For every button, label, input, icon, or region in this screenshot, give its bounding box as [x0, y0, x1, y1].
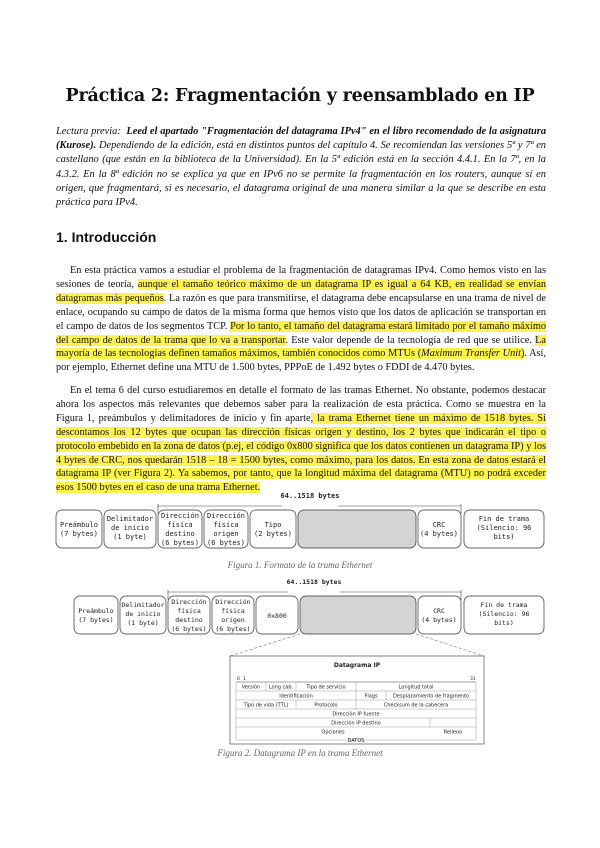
fig1-sfd-l3: (1 byte) [113, 533, 147, 541]
p1-highlight-1: aunque el tamaño teórico máximo de un datagrama IP es igual a 64 KB, en realidad se envían datagramas más pequeños [56, 278, 546, 304]
ip-field-dst: Dirección IP destino [331, 720, 381, 727]
fig1-end-l2: (Silencio: 96 [476, 524, 532, 532]
fig1-sfd-l1: Delimitador [106, 515, 154, 523]
fig2-end-l2: (Silencio: 96 [478, 610, 530, 618]
ip-bit-start: 0 [237, 677, 240, 682]
fig2-crc [418, 596, 461, 634]
p1-text-3: . Este valor depende de la tecnología de red que se utilice. [285, 334, 536, 346]
ip-field-options: Opciones [321, 729, 345, 736]
fig1-src-l2: física [213, 521, 239, 529]
figure-1-caption: Figura 1. Formato de la trama Ethernet [227, 560, 373, 570]
fig2-data [300, 596, 416, 634]
fig2-preamble [74, 596, 118, 634]
fig2-src-l3: origen [221, 616, 245, 624]
fig2-src-l2: física [221, 607, 245, 615]
p1-text-1: En esta práctica vamos a estudiar el problema de la fragmentación de datagramas IPv4. Como hemos visto en las sesiones de teoría, [56, 265, 546, 290]
figure-2-ip-in-ethernet [0, 578, 600, 746]
fig1-crc-l2: (4 bytes) [420, 530, 458, 538]
fig1-dst-l4: (6 bytes) [161, 539, 199, 547]
ip-field-identification: Identificación [279, 693, 313, 700]
fig1-preamble-l1: Preámbulo [60, 521, 98, 529]
fig2-dst-l2: física [177, 607, 201, 615]
paragraph-1 [56, 264, 546, 375]
ip-field-flags: Flags [364, 693, 378, 700]
fig1-src-l4: (6 bytes) [207, 539, 245, 547]
ip-field-ttl: Tipo de vida (TTL) [243, 702, 289, 709]
fig1-crc-l1: CRC [432, 521, 446, 529]
fig1-type-l1: Tipo [264, 521, 282, 529]
ip-field-version: Versión [241, 684, 261, 691]
fig2-preamble-l2: (7 bytes) [78, 616, 114, 624]
section-heading: 1. Introducción [56, 229, 157, 245]
ip-field-data: DATOS [347, 738, 365, 744]
fig2-dst-l4: (6 bytes) [171, 625, 207, 633]
p1-highlight-3b: Maximum Transfer Unit [421, 348, 521, 360]
fig2-span-label: 64..1518 bytes [286, 578, 342, 586]
fig2-src-l4: (6 bytes) [215, 625, 251, 633]
fig1-src-l1: Dirección [207, 512, 245, 520]
p1-text-2: . La razón es que para transmitirse, el datagrama debe encapsularse en una trama de nivel de enlace, ocupando su campo de datos de la misma forma que hemos visto que los datos de aplicación se transportan en el campo de datos de los segmentos TCP. [56, 292, 546, 332]
fig2-crc-l2: (4 bytes) [421, 616, 457, 624]
fig1-src-l3: origen [213, 530, 239, 538]
page-title: Práctica 2: Fragmentación y reensamblado en IP [65, 86, 535, 106]
p1-text-4: . Así, por ejemplo, Ethernet define una MTU de 1.500 bytes, PPPoE de 1.492 bytes o FDDI de 4.470 bytes. [56, 348, 546, 374]
fig1-end-l1: Fin de trama [478, 515, 530, 523]
fig2-end-l1: Fin de trama [480, 601, 528, 609]
abstract [56, 125, 546, 210]
fig2-type-value: 0x800 [267, 612, 287, 620]
fig1-sfd-l2: de inicio [111, 524, 149, 532]
fig2-preamble-l1: Preámbulo [78, 607, 114, 615]
fig1-type-l2: (2 bytes) [254, 530, 292, 538]
fig1-preamble-l2: (7 bytes) [60, 530, 98, 538]
ip-field-ihl: Long cab. [268, 684, 294, 691]
fig2-crc-l1: CRC [433, 607, 445, 615]
fig2-end-l3: bits) [494, 619, 514, 627]
ip-field-offset: Desplazamiento de fragmento [393, 693, 469, 700]
fig2-dst-l3: destino [175, 616, 203, 624]
figure-1-ethernet-frame [0, 492, 600, 564]
p1-highlight-3c: ) [520, 348, 525, 360]
abstract-lead-label: Lectura previa: [56, 126, 121, 137]
fig1-dst-l1: Dirección [161, 512, 199, 520]
abstract-rest: Dependiendo de la edición, está en distintos puntos del capítulo 4. Se recomiendan las versiones 5ª y 7ª en castellano (que están en la biblioteca de la Universidad). En la 5ª edición está en la sección 4.4.1. En la 7ª, en la 4.3.2. En la 8ª edición no se explica ya que en IPv6 no se permite la fragmentación en los routers, aunque sí en origen, que fragmentará, si es necesario, el datagrama original de una manera similar a la que se describe en esta práctica para IPv4. [56, 140, 546, 209]
fig1-crc [418, 510, 461, 548]
fig2-dst-l1: Dirección [171, 598, 207, 606]
fig1-span-label: 64..1518 bytes [280, 492, 340, 500]
ip-field-total-length: Longitud total [398, 684, 434, 691]
fig2-sfd-l2: de inicio [125, 610, 161, 618]
fig1-preamble [56, 510, 102, 548]
ip-field-tos: Tipo de servicio [306, 684, 346, 691]
fig1-data [298, 510, 416, 548]
p2-highlight-1: , la trama Ethernet tiene un máximo de 1518 bytes. Si descontamos los 12 bytes que ocupan las dirección físicas origen y destino, los 2 bytes que indicarán el tipo o protocolo embebido en la zona de datos (p.ej, el código 0x800 significa que los datos contienen un datagrama IP) y los 4 bytes de CRC, nos quedarán 1518 – 18 = 1500 bytes, como máximo, para los datos. En esta zona de datos estará el datagrama IP (ver Figura 2). Ya sabemos, por tanto, que la longitud máxima del datagrama (MTU) no podrá exceder esos 1500 bytes en el caso de una trama Ethernet. [56, 412, 547, 494]
paragraph-2 [56, 384, 546, 495]
fig1-end-l3: bits) [493, 533, 515, 541]
p1-highlight-3a: La mayoría de las tecnologías definen tamaños máximos, también conocidos como MTUs ( [56, 334, 546, 360]
p2-text-1: En el tema 6 del curso estudiaremos en detalle el formato de las tramas Ethernet. No obstante, podemos destacar ahora los aspectos más relevantes que debemos saber para la realización de esta práctica. Como se muestra en la Figura 1, preámbulos y delimitadores de inicio y fin aparte [56, 385, 546, 424]
figure-2-caption: Figura 2. Datagrama IP en la trama Ethernet [217, 748, 383, 758]
ip-field-protocol: Protocolo [314, 702, 338, 709]
p1-highlight-2: Por lo tanto, el tamaño del datagrama estará limitado por el tamaño máximo del campo de datos de la trama que lo va a transportar [56, 320, 546, 346]
abstract-lead-text: Leed el apartado "Fragmentación del datagrama IPv4" en el libro recomendado de la asignatura (Kurose). [56, 126, 547, 152]
ip-field-src: Dirección IP fuente [332, 711, 380, 718]
ip-field-padding: Relleno [443, 729, 463, 736]
ip-bit-one: 1 [243, 677, 246, 682]
fig1-dst-l3: destino [165, 530, 195, 538]
ip-datagram-title: Datagrama IP [333, 662, 381, 669]
fig2-sfd-l3: (1 byte) [127, 619, 159, 627]
fig1-dst-l2: física [167, 521, 193, 529]
fig1-type [250, 510, 296, 548]
fig2-src-l1: Dirección [215, 598, 251, 606]
ip-bit-end: 31 [470, 677, 476, 682]
fig2-sfd-l1: Delimitador [121, 601, 165, 609]
ip-field-checksum: Checksum de la cabecera [383, 702, 449, 709]
